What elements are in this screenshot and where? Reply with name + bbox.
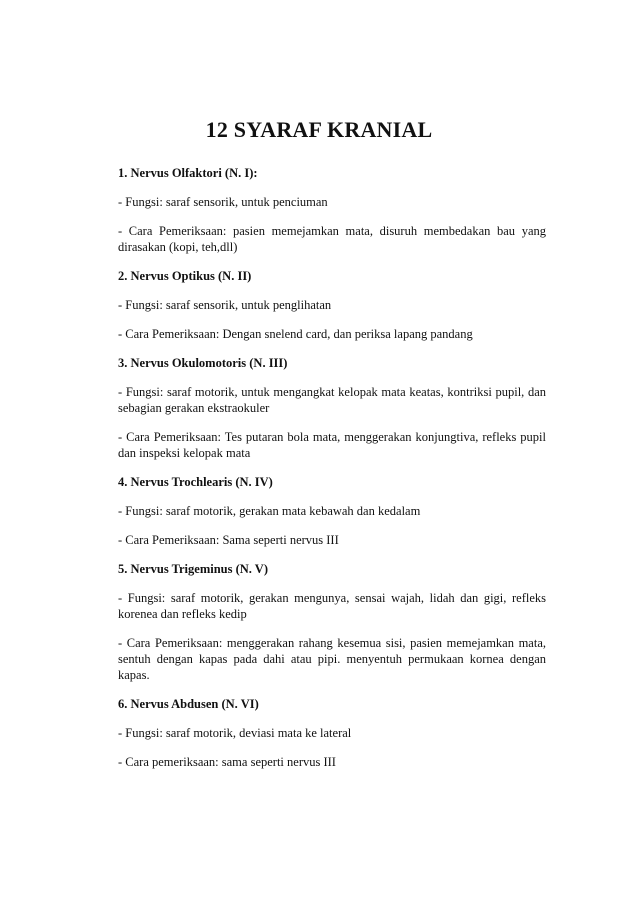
pemeriksaan-paragraph: - Cara Pemeriksaan: menggerakan rahang kesemua sisi, pasien memejamkan mata, sentuh dengan kapas pada dahi atau pipi. menyentuh permukaan kornea dengan kapas. — [118, 636, 546, 682]
section-heading: 5. Nervus Trigeminus (N. V) — [118, 562, 268, 576]
section-nervus-okulomotoris — [118, 355, 546, 461]
fungsi-paragraph: - Fungsi: saraf sensorik, untuk penciuman — [118, 195, 328, 209]
section-heading: 3. Nervus Okulomotoris (N. III) — [118, 356, 288, 370]
section-heading: 6. Nervus Abdusen (N. VI) — [118, 697, 259, 711]
section-nervus-abdusen — [118, 696, 546, 770]
section-heading: 1. Nervus Olfaktori (N. I): — [118, 166, 258, 180]
pemeriksaan-paragraph: - Cara pemeriksaan: sama seperti nervus III — [118, 755, 336, 769]
fungsi-paragraph: - Fungsi: saraf motorik, gerakan mengunya, sensai wajah, lidah dan gigi, refleks korenea dan refleks kedip — [118, 591, 546, 621]
fungsi-paragraph: - Fungsi: saraf motorik, untuk mengangkat kelopak mata keatas, kontriksi pupil, dan sebagian gerakan ekstraokuler — [118, 385, 546, 415]
section-nervus-optikus — [118, 268, 546, 342]
section-nervus-trochlearis — [118, 474, 546, 548]
pemeriksaan-paragraph: - Cara Pemeriksaan: Tes putaran bola mata, menggerakan konjungtiva, refleks pupil dan inspeksi kelopak mata — [118, 430, 546, 460]
pemeriksaan-paragraph: - Cara Pemeriksaan: Dengan snelend card, dan periksa lapang pandang — [118, 327, 473, 341]
fungsi-paragraph: - Fungsi: saraf motorik, deviasi mata ke lateral — [118, 726, 352, 740]
section-nervus-olfaktori — [118, 165, 546, 255]
section-nervus-trigeminus — [118, 561, 546, 683]
page-title: 12 SYARAF KRANIAL — [205, 117, 433, 142]
pemeriksaan-paragraph: - Cara Pemeriksaan: Sama seperti nervus III — [118, 533, 339, 547]
document-body — [118, 165, 546, 783]
pemeriksaan-paragraph: - Cara Pemeriksaan: pasien memejamkan mata, disuruh membedakan bau yang dirasakan (kopi, teh,dll) — [118, 224, 546, 254]
fungsi-paragraph: - Fungsi: saraf sensorik, untuk penglihatan — [118, 298, 332, 312]
section-heading: 2. Nervus Optikus (N. II) — [118, 269, 252, 283]
section-heading: 4. Nervus Trochlearis (N. IV) — [118, 475, 273, 489]
fungsi-paragraph: - Fungsi: saraf motorik, gerakan mata kebawah dan kedalam — [118, 504, 421, 518]
